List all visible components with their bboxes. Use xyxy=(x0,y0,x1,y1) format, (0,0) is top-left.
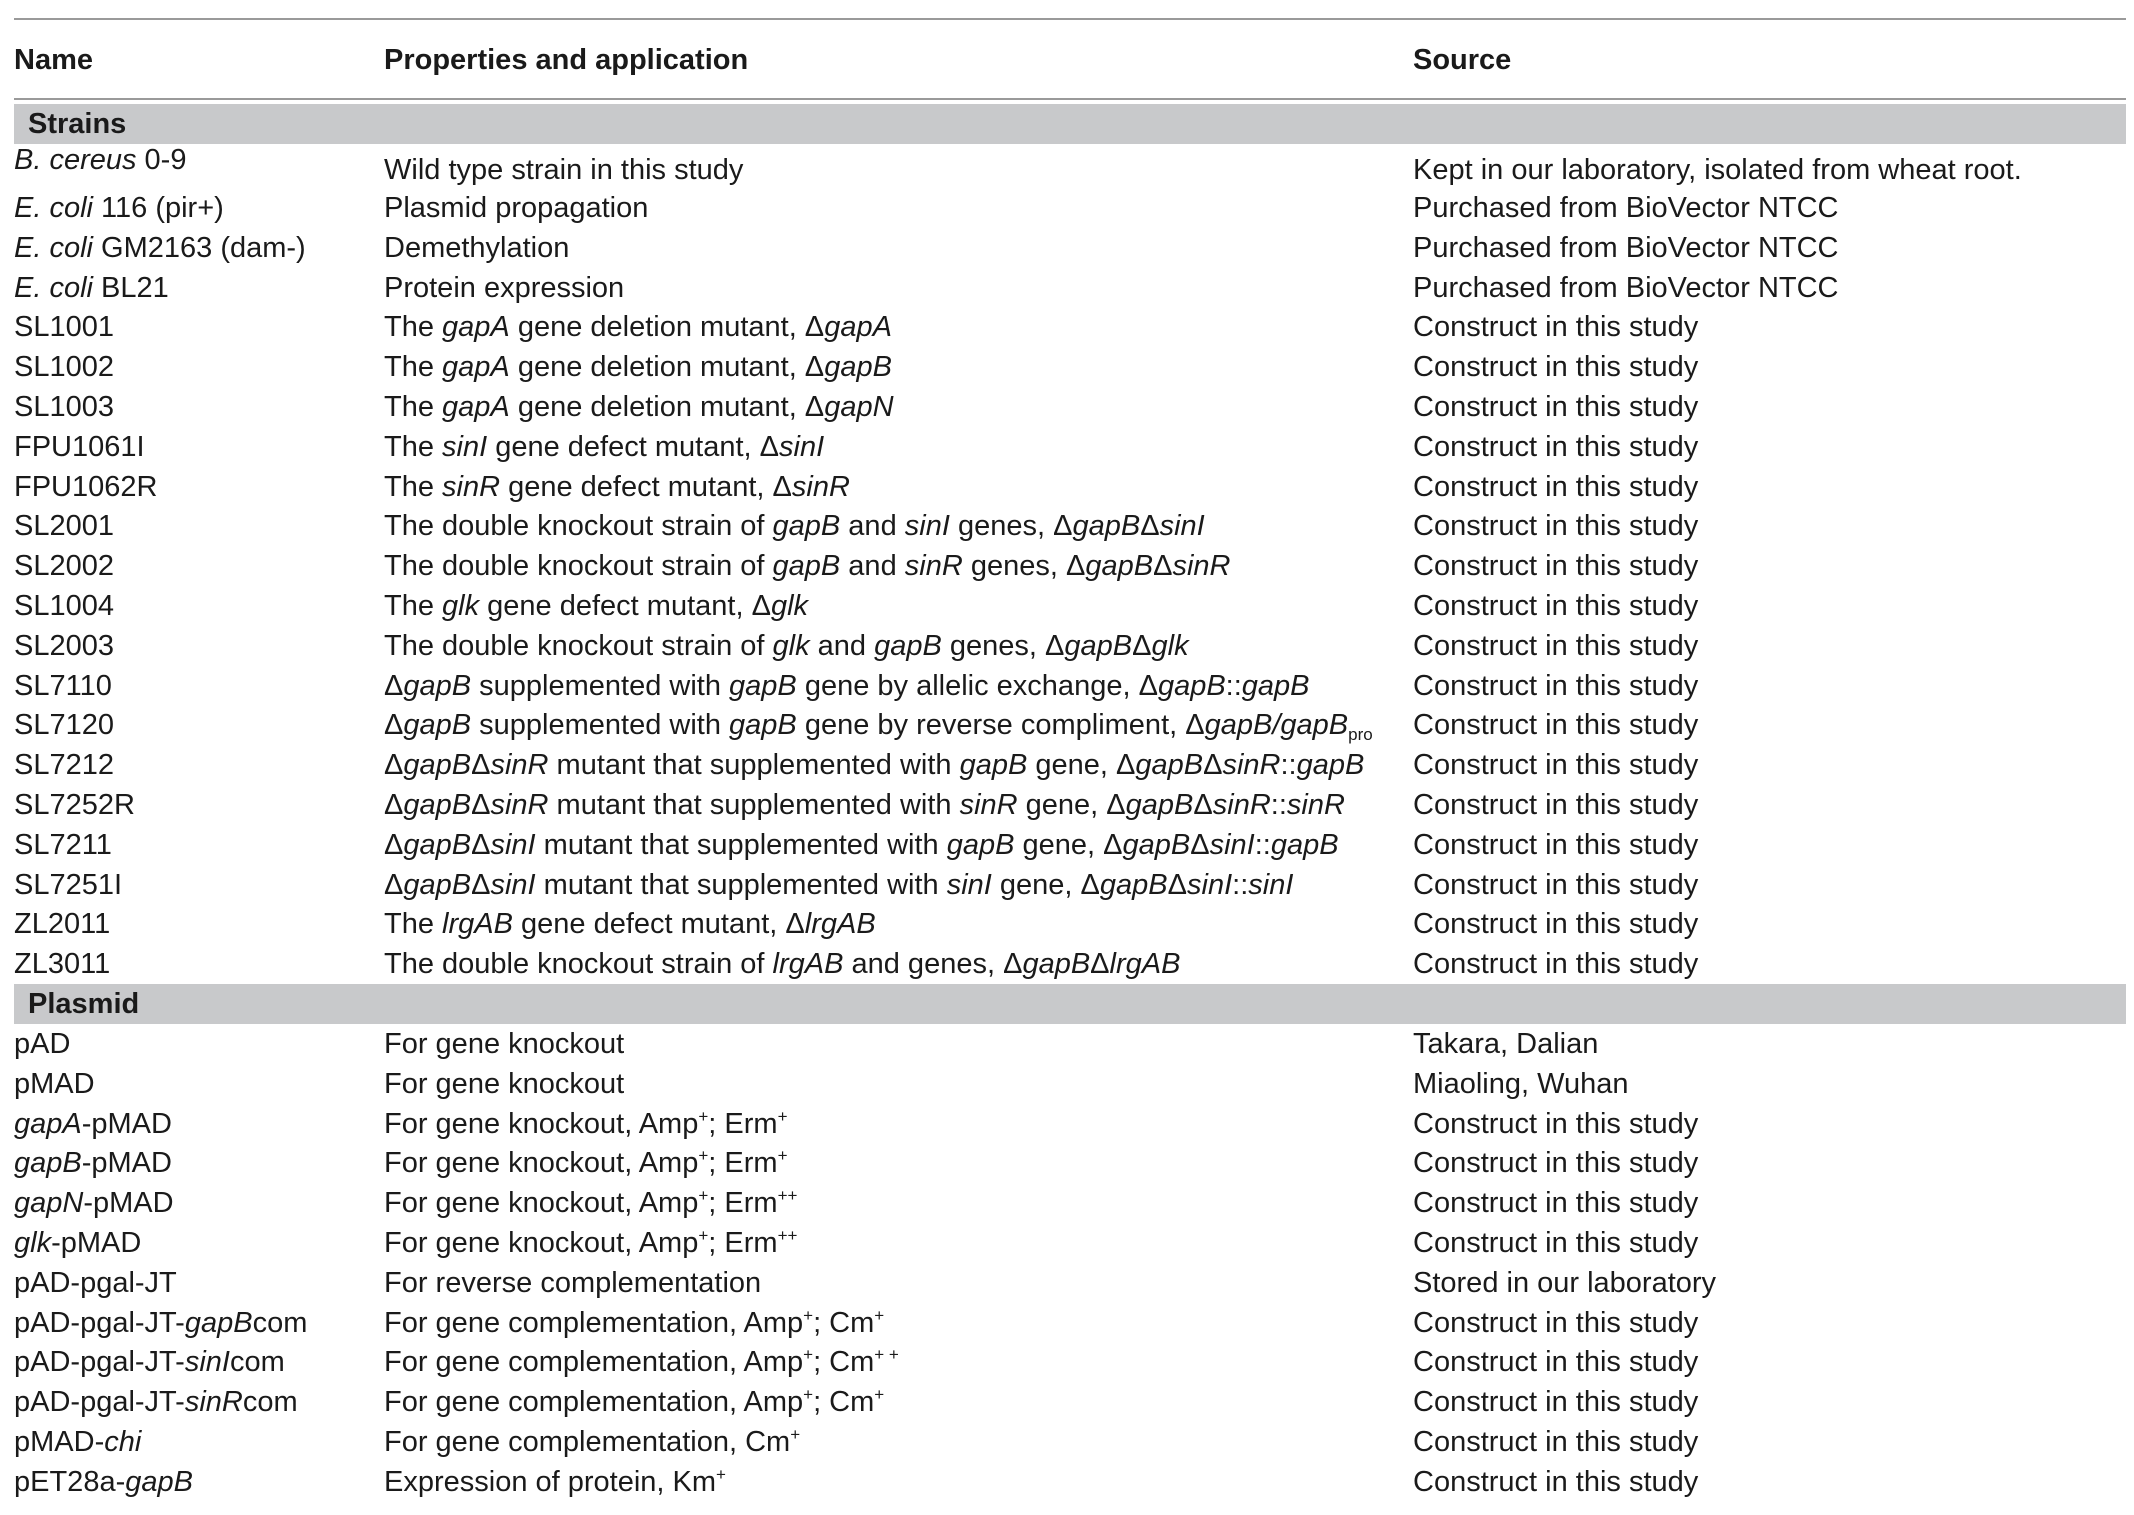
cell-properties: The lrgAB gene defect mutant, ΔlrgAB xyxy=(384,908,876,941)
cell-properties: ΔgapBΔsinR mutant that supplemented with gapB gene, ΔgapBΔsinR::gapB xyxy=(384,749,1365,782)
table-row xyxy=(0,1143,2134,1183)
cell-name: SL2001 xyxy=(14,510,114,543)
cell-properties: Plasmid propagation xyxy=(384,192,649,224)
cell-source: Construct in this study xyxy=(1413,788,1699,821)
table-row xyxy=(0,705,2134,745)
cell-properties: For gene knockout, Amp+; Erm++ xyxy=(384,1186,798,1220)
cell-properties: The double knockout strain of gapB and sinI genes, ΔgapBΔsinI xyxy=(384,510,1205,543)
cell-properties: For gene complementation, Amp+; Cm+ xyxy=(384,1305,885,1339)
cell-source: Construct in this study xyxy=(1413,629,1699,662)
cell-source: Construct in this study xyxy=(1413,1346,1699,1379)
cell-name: SL7211 xyxy=(14,828,112,861)
cell-name: E. coli BL21 xyxy=(14,271,169,304)
table-header-row xyxy=(0,20,2134,98)
cell-source: Construct in this study xyxy=(1413,430,1699,463)
cell-properties: The gapA gene deletion mutant, ΔgapN xyxy=(384,390,894,423)
cell-properties: The double knockout strain of glk and gapB genes, ΔgapBΔglk xyxy=(384,629,1189,662)
cell-name: pET28a-gapB xyxy=(14,1465,193,1498)
table-row xyxy=(0,144,2134,188)
table-row xyxy=(0,865,2134,905)
table-row xyxy=(0,228,2134,268)
cell-name: E. coli GM2163 (dam-) xyxy=(14,231,306,264)
cell-name: FPU1061I xyxy=(14,430,145,463)
cell-properties: ΔgapB supplemented with gapB gene by allelic exchange, ΔgapB::gapB xyxy=(384,669,1310,702)
table-row xyxy=(0,307,2134,347)
table-row xyxy=(0,785,2134,825)
table-row xyxy=(0,1382,2134,1422)
cell-source: Purchased from BioVector NTCC xyxy=(1413,231,1839,264)
header-rule xyxy=(14,98,2126,100)
cell-properties: For gene knockout, Amp+; Erm+ xyxy=(384,1106,788,1140)
table-row xyxy=(0,825,2134,865)
cell-properties: For gene complementation, Amp+; Cm+ xyxy=(384,1385,885,1419)
cell-name: FPU1062R xyxy=(14,470,158,503)
cell-source: Purchased from BioVector NTCC xyxy=(1413,271,1839,304)
table-row xyxy=(0,1462,2134,1502)
cell-properties: ΔgapB supplemented with gapB gene by reverse compliment, ΔgapB/gapB$_{pro}$ xyxy=(384,709,1373,745)
cell-source: Construct in this study xyxy=(1413,1226,1699,1259)
cell-name: B. cereus 0-9 xyxy=(14,144,187,176)
table-row xyxy=(0,268,2134,308)
cell-properties: Demethylation xyxy=(384,231,570,264)
cell-name: SL1004 xyxy=(14,589,114,622)
cell-source: Construct in this study xyxy=(1413,470,1699,503)
table-row xyxy=(0,626,2134,666)
section-title: Plasmid xyxy=(28,987,140,1020)
cell-source: Construct in this study xyxy=(1413,828,1699,861)
table-row xyxy=(0,1183,2134,1223)
cell-properties: The sinR gene defect mutant, ΔsinR xyxy=(384,470,850,503)
cell-source: Stored in our laboratory xyxy=(1413,1266,1717,1299)
cell-name: pMAD xyxy=(14,1067,95,1100)
cell-source: Construct in this study xyxy=(1413,1465,1699,1498)
cell-name: pAD xyxy=(14,1027,71,1060)
cell-source: Construct in this study xyxy=(1413,311,1699,344)
cell-name: SL7110 xyxy=(14,669,112,702)
table-row xyxy=(0,1263,2134,1303)
cell-source: Construct in this study xyxy=(1413,1386,1699,1419)
cell-properties: For gene knockout, Amp+; Erm++ xyxy=(384,1225,798,1259)
cell-name: SL1003 xyxy=(14,390,114,423)
cell-source: Construct in this study xyxy=(1413,1187,1699,1220)
table-row xyxy=(0,666,2134,706)
cell-properties: The double knockout strain of lrgAB and genes, ΔgapBΔlrgAB xyxy=(384,948,1181,981)
table-row xyxy=(0,745,2134,785)
cell-name: ZL2011 xyxy=(14,908,111,941)
table-row xyxy=(0,904,2134,944)
cell-name: glk-pMAD xyxy=(14,1226,142,1259)
cell-properties: The double knockout strain of gapB and sinR genes, ΔgapBΔsinR xyxy=(384,550,1231,583)
cell-source: Takara, Dalian xyxy=(1413,1027,1599,1060)
cell-name: gapA-pMAD xyxy=(14,1107,172,1140)
cell-source: Construct in this study xyxy=(1413,589,1699,622)
table-row xyxy=(0,1303,2134,1343)
table-row xyxy=(0,387,2134,427)
cell-source: Construct in this study xyxy=(1413,709,1699,742)
cell-name: SL7212 xyxy=(14,749,114,782)
cell-properties: ΔgapBΔsinI mutant that supplemented with sinI gene, ΔgapBΔsinI::sinI xyxy=(384,868,1294,901)
table-row xyxy=(0,1342,2134,1382)
section-header xyxy=(14,984,2126,1024)
cell-name: SL2002 xyxy=(14,550,114,583)
cell-source: Construct in this study xyxy=(1413,1306,1699,1339)
table-body xyxy=(0,104,2134,1502)
section-header xyxy=(14,104,2126,144)
cell-properties: ΔgapBΔsinI mutant that supplemented with gapB gene, ΔgapBΔsinI::gapB xyxy=(384,828,1339,861)
cell-name: SL2003 xyxy=(14,629,114,662)
cell-source: Miaoling, Wuhan xyxy=(1413,1067,1629,1100)
cell-name: pAD-pgal-JT-sinIcom xyxy=(14,1346,285,1379)
section-title: Strains xyxy=(28,108,127,140)
cell-properties: For gene knockout, Amp+; Erm+ xyxy=(384,1146,788,1180)
cell-properties: Wild type strain in this study xyxy=(384,154,744,186)
cell-source: Construct in this study xyxy=(1413,669,1699,702)
cell-name: SL1001 xyxy=(14,311,114,344)
table-row xyxy=(0,1422,2134,1462)
cell-name: pMAD-chi xyxy=(14,1425,142,1458)
cell-properties: The gapA gene deletion mutant, ΔgapB xyxy=(384,351,892,384)
header-source: Source xyxy=(1413,44,1512,76)
cell-name: SL1002 xyxy=(14,351,114,384)
table-row xyxy=(0,546,2134,586)
cell-properties: The gapA gene deletion mutant, ΔgapA xyxy=(384,311,892,344)
table-row xyxy=(0,1104,2134,1144)
cell-properties: For gene knockout xyxy=(384,1067,625,1100)
cell-properties: The sinI gene defect mutant, ΔsinI xyxy=(384,430,825,463)
cell-source: Construct in this study xyxy=(1413,510,1699,543)
cell-source: Kept in our laboratory, isolated from wheat root. xyxy=(1413,154,2022,186)
cell-source: Construct in this study xyxy=(1413,351,1699,384)
table-row xyxy=(0,1024,2134,1064)
cell-properties: ΔgapBΔsinR mutant that supplemented with sinR gene, ΔgapBΔsinR::sinR xyxy=(384,788,1345,821)
cell-properties: For reverse complementation xyxy=(384,1266,762,1299)
cell-name: gapB-pMAD xyxy=(14,1147,172,1180)
cell-properties: The glk gene defect mutant, Δglk xyxy=(384,589,809,622)
cell-source: Construct in this study xyxy=(1413,908,1699,941)
cell-name: gapN-pMAD xyxy=(14,1187,174,1220)
cell-source: Construct in this study xyxy=(1413,1107,1699,1140)
cell-name: ZL3011 xyxy=(14,948,111,981)
cell-properties: Protein expression xyxy=(384,271,625,304)
cell-name: SL7252R xyxy=(14,788,135,821)
cell-source: Construct in this study xyxy=(1413,1425,1699,1458)
cell-source: Construct in this study xyxy=(1413,1147,1699,1180)
table-row xyxy=(0,944,2134,984)
cell-name: pAD-pgal-JT-gapBcom xyxy=(14,1306,308,1339)
cell-name: SL7251I xyxy=(14,868,123,901)
table-row xyxy=(0,467,2134,507)
cell-source: Construct in this study xyxy=(1413,749,1699,782)
cell-name: pAD-pgal-JT-sinRcom xyxy=(14,1386,298,1419)
cell-name: SL7120 xyxy=(14,709,114,742)
table-row xyxy=(0,1223,2134,1263)
header-properties: Properties and application xyxy=(384,44,749,76)
cell-properties: Expression of protein, Km+ xyxy=(384,1464,726,1498)
table-row xyxy=(0,1064,2134,1104)
cell-name: pAD-pgal-JT xyxy=(14,1266,177,1299)
cell-properties: For gene complementation, Amp+; Cm+ + xyxy=(384,1345,899,1379)
table-row xyxy=(0,506,2134,546)
cell-source: Construct in this study xyxy=(1413,948,1699,981)
cell-source: Construct in this study xyxy=(1413,868,1699,901)
table-row xyxy=(0,586,2134,626)
header-name: Name xyxy=(14,44,93,76)
cell-properties: For gene complementation, Cm+ xyxy=(384,1424,801,1458)
cell-name: E. coli 116 (pir+) xyxy=(14,192,224,224)
cell-properties: For gene knockout xyxy=(384,1027,625,1060)
table-row xyxy=(0,347,2134,387)
table-row xyxy=(0,188,2134,228)
table-row xyxy=(0,427,2134,467)
cell-source: Construct in this study xyxy=(1413,550,1699,583)
cell-source: Construct in this study xyxy=(1413,390,1699,423)
cell-source: Purchased from BioVector NTCC xyxy=(1413,192,1839,224)
